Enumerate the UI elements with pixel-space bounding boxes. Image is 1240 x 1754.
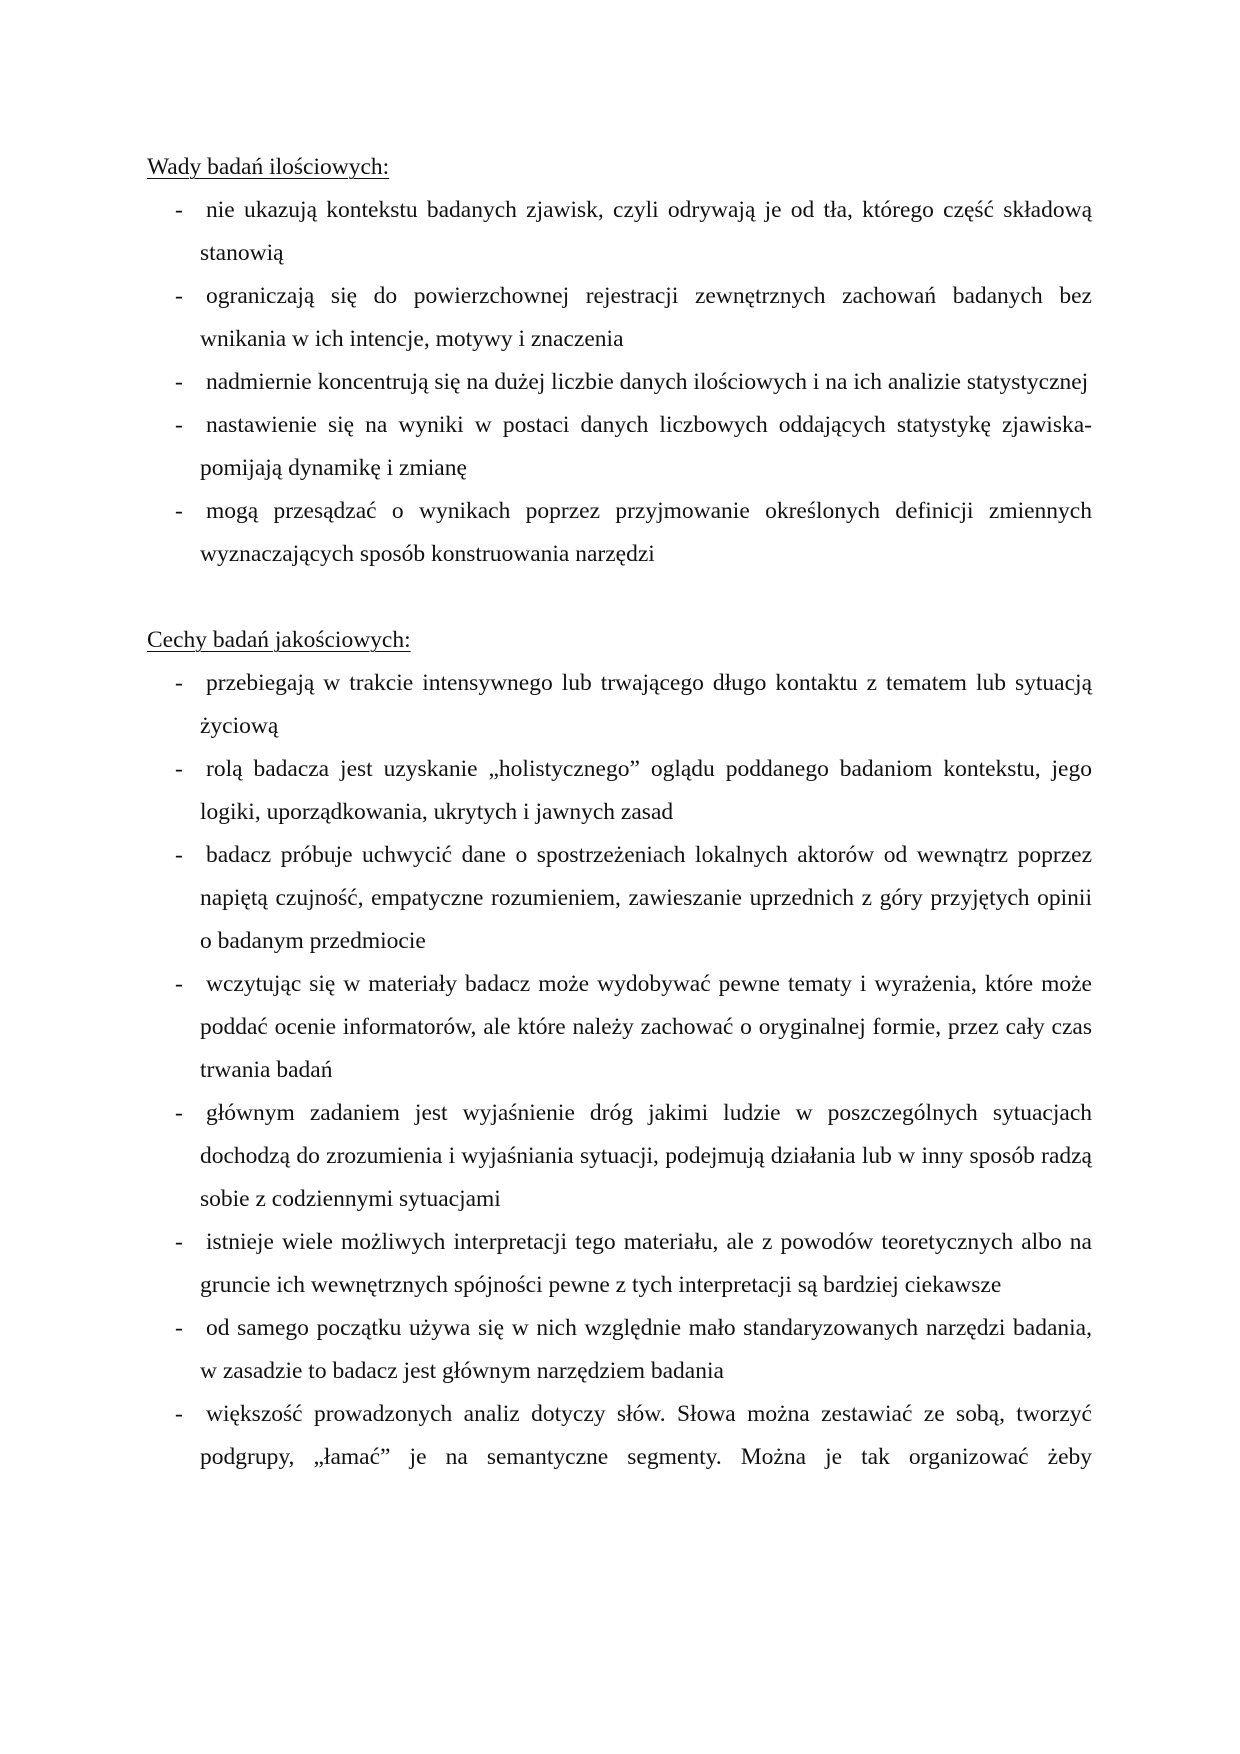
- list-item: [147, 748, 1092, 834]
- dash-bullet: -: [175, 1401, 183, 1427]
- section-qualitative-features: [147, 619, 1092, 1479]
- bullet-list: [147, 662, 1092, 1479]
- list-item-text: nastawienie się na wyniki w postaci danych liczbowych oddających statystykę zjawiska- pomijają dynamikę i zmianę: [200, 412, 1092, 481]
- dash-bullet: -: [175, 756, 183, 782]
- list-item: [147, 275, 1092, 361]
- dash-bullet: -: [175, 842, 183, 868]
- list-item-text: przebiegają w trakcie intensywnego lub trwającego długo kontaktu z tematem lub sytuacją życiową: [200, 670, 1092, 739]
- list-item: [147, 1393, 1092, 1479]
- section-spacer: [147, 576, 1092, 619]
- list-item: [147, 662, 1092, 748]
- dash-bullet: -: [175, 1315, 183, 1341]
- list-item-text: rolą badacza jest uzyskanie „holistycznego” oglądu poddanego badaniom kontekstu, jego logiki, uporządkowania, ukrytych i jawnych zasad: [200, 756, 1092, 825]
- list-item: [147, 189, 1092, 275]
- dash-bullet: -: [175, 412, 183, 438]
- list-item-text: nie ukazują kontekstu badanych zjawisk, czyli odrywają je od tła, którego część składową stanowią: [200, 197, 1092, 266]
- dash-bullet: -: [175, 971, 183, 997]
- list-item-text: wczytując się w materiały badacz może wydobywać pewne tematy i wyrażenia, które może poddać ocenie informatorów, ale które należy zachować o oryginalnej formie, przez cały czas trwania badań: [200, 971, 1092, 1083]
- list-item: [147, 963, 1092, 1092]
- list-item: [147, 1221, 1092, 1307]
- section-quantitative-drawbacks: [147, 146, 1092, 576]
- list-item-text: ograniczają się do powierzchownej rejestracji zewnętrznych zachowań badanych bez wnikania w ich intencje, motywy i znaczenia: [200, 283, 1092, 352]
- list-item-text: nadmiernie koncentrują się na dużej liczbie danych ilościowych i na ich analizie statystycznej: [206, 369, 1089, 395]
- dash-bullet: -: [175, 498, 183, 524]
- bullet-list: [147, 189, 1092, 576]
- list-item: [147, 1307, 1092, 1393]
- list-item-text: większość prowadzonych analiz dotyczy słów. Słowa można zestawiać ze sobą, tworzyć podgrupy, „łamać” je na semantyczne segmenty. Można je tak organizować żeby: [200, 1401, 1092, 1470]
- dash-bullet: -: [175, 369, 183, 395]
- list-item-text: istnieje wiele możliwych interpretacji tego materiału, ale z powodów teoretycznych albo na gruncie ich wewnętrznych spójności pewne z tych interpretacji są bardziej ciekawsze: [200, 1229, 1092, 1298]
- list-item-text: badacz próbuje uchwycić dane o spostrzeżeniach lokalnych aktorów od wewnątrz poprzez napiętą czujność, empatyczne rozumieniem, zawieszanie uprzednich z góry przyjętych opinii o badanym przedmiocie: [200, 842, 1092, 954]
- dash-bullet: -: [175, 283, 183, 309]
- list-item: [147, 404, 1092, 490]
- dash-bullet: -: [175, 1229, 183, 1255]
- list-item: [147, 1092, 1092, 1221]
- dash-bullet: -: [175, 1100, 183, 1126]
- section-heading: Wady badań ilościowych:: [147, 154, 390, 180]
- list-item-text: mogą przesądzać o wynikach poprzez przyjmowanie określonych definicji zmiennych wyznaczających sposób konstruowania narzędzi: [200, 498, 1092, 567]
- list-item-text: od samego początku używa się w nich względnie mało standaryzowanych narzędzi badania, w zasadzie to badacz jest głównym narzędziem badania: [200, 1315, 1092, 1384]
- list-item-text: głównym zadaniem jest wyjaśnienie dróg jakimi ludzie w poszczególnych sytuacjach dochodzą do zrozumienia i wyjaśniania sytuacji, podejmują działania lub w inny sposób radzą sobie z codziennymi sytuacjami: [200, 1100, 1092, 1212]
- dash-bullet: -: [175, 670, 183, 696]
- list-item: [147, 490, 1092, 576]
- list-item: [147, 361, 1092, 404]
- dash-bullet: -: [175, 197, 183, 223]
- document-content: [147, 146, 1092, 1479]
- list-item: [147, 834, 1092, 963]
- section-heading: Cechy badań jakościowych:: [147, 627, 411, 653]
